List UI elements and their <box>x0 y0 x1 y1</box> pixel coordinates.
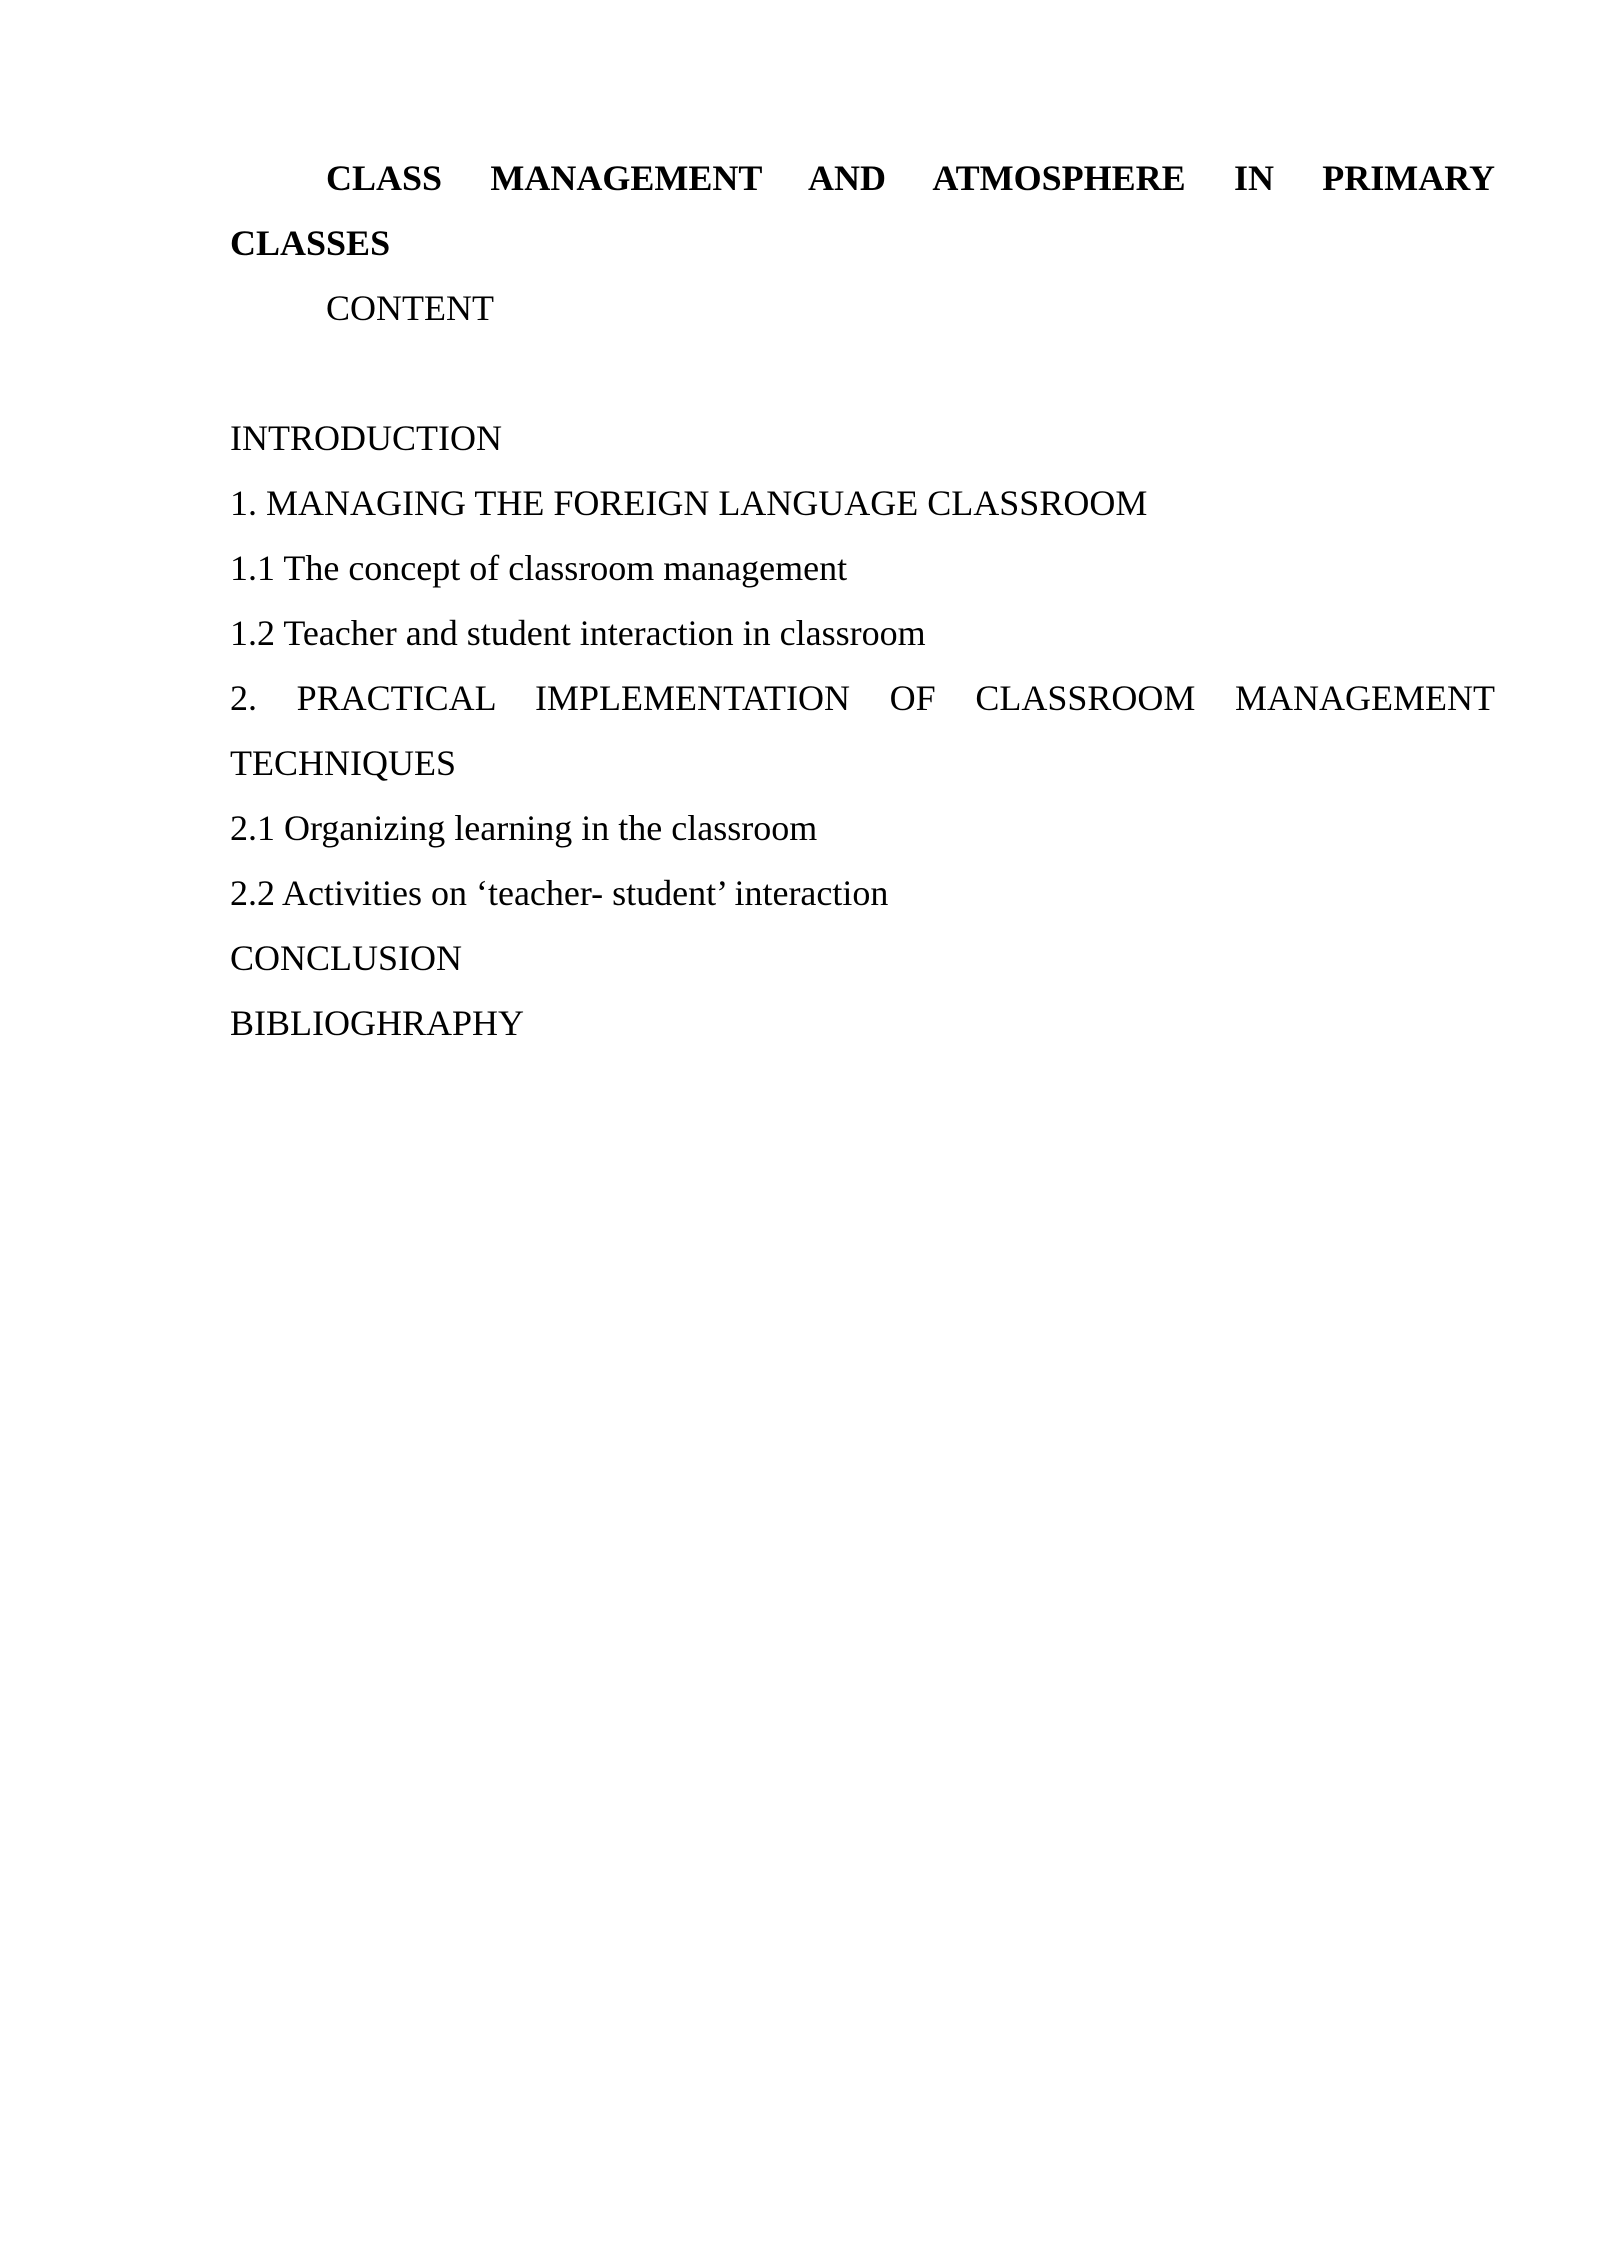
table-of-contents <box>230 406 1495 1056</box>
toc-item-chapter-2-continuation: TECHNIQUES <box>230 743 456 783</box>
document-page <box>230 146 1495 1056</box>
content-heading: CONTENT <box>326 288 494 328</box>
document-title <box>230 146 1495 211</box>
toc-item-bibliography: BIBLIOGHRAPHY <box>230 1003 525 1043</box>
title-line-2: CLASSES <box>230 223 391 263</box>
toc-item-introduction: INTRODUCTION <box>230 418 502 458</box>
toc-item-section-2-1: 2.1 Organizing learning in the classroom <box>230 808 818 848</box>
toc-item-chapter-1: 1. MANAGING THE FOREIGN LANGUAGE CLASSROOM <box>230 483 1148 523</box>
toc-item-section-2-2: 2.2 Activities on ‘teacher- student’ interaction <box>230 873 889 913</box>
toc-item-section-1-2: 1.2 Teacher and student interaction in classroom <box>230 613 926 653</box>
toc-item-conclusion: CONCLUSION <box>230 938 463 978</box>
toc-item-chapter-2: 2. PRACTICAL IMPLEMENTATION OF CLASSROOM MANAGEMENT <box>230 678 1495 718</box>
title-line-1: CLASS MANAGEMENT AND ATMOSPHERE IN PRIMARY <box>326 158 1495 198</box>
toc-item-section-1-1: 1.1 The concept of classroom management <box>230 548 848 588</box>
blank-line <box>230 341 1495 406</box>
